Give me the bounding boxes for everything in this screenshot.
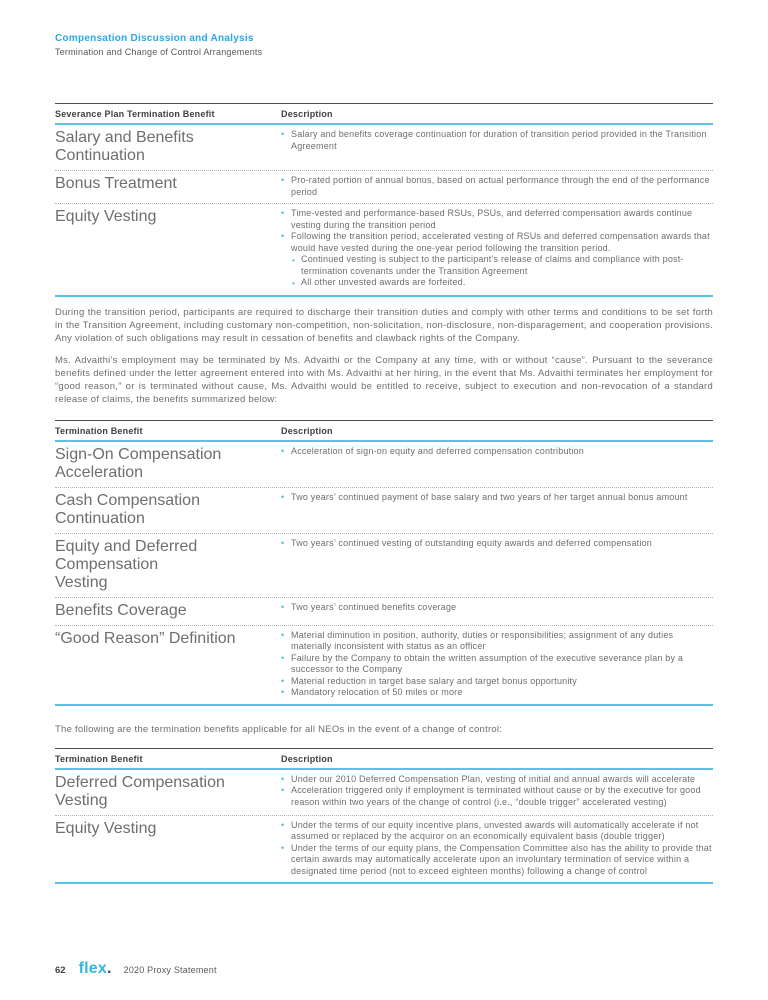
- bullet-item: [281, 231, 713, 254]
- bullet-text: Two years’ continued vesting of outstanding equity awards and deferred compensation: [291, 537, 652, 548]
- description-cell: [281, 442, 713, 463]
- page-footer: [55, 960, 217, 978]
- benefit-line: Vesting: [55, 573, 108, 591]
- column-header: Termination Benefit: [55, 753, 143, 764]
- bullet-icon: •: [281, 687, 285, 697]
- section-title: Compensation Discussion and Analysis: [55, 33, 254, 44]
- flex-logo: [79, 960, 112, 978]
- bullet-icon: •: [281, 773, 285, 784]
- bullet-item: [281, 446, 713, 458]
- bullet-item: [281, 208, 713, 231]
- bullet-icon: •: [281, 208, 285, 218]
- change-of-control-table: [55, 748, 713, 885]
- bullet-item: [281, 785, 713, 808]
- benefit-cell: [55, 770, 281, 815]
- bullet-item: [292, 277, 713, 290]
- benefit-line: Salary and Benefits Continuation: [55, 129, 194, 164]
- bullet-text: Two years’ continued payment of base salary and two years of her target annual bonus amount: [291, 491, 688, 502]
- paragraph: During the transition period, participants are required to discharge their transition duties and comply with other terms and conditions to be set forth in the Transition Agreement, including customary non-competition, non-solicitation, non-disclosure, non-disparagement, and cooperation provisions. Any violation of such obligations may result in cessation of benefits and clawback rights of the Company.: [55, 306, 713, 344]
- benefit-line: Acceleration: [55, 463, 144, 481]
- bullet-icon: •: [281, 652, 285, 663]
- column-header: Description: [281, 109, 333, 119]
- description-cell: [281, 171, 713, 203]
- benefit-line: Equity Vesting: [55, 819, 157, 837]
- table-row: [55, 487, 713, 533]
- page-number: 62: [55, 965, 66, 976]
- table-row: [55, 533, 713, 597]
- table-row: [55, 597, 713, 625]
- table-row: [55, 442, 713, 487]
- benefit-line: Equity Vesting: [55, 208, 157, 225]
- benefit-line: Bonus Treatment: [55, 175, 177, 192]
- bullet-icon: •: [281, 491, 285, 502]
- column-header: Termination Benefit: [55, 425, 143, 436]
- bullet-icon: •: [281, 445, 285, 456]
- bullet-text: Material reduction in target base salary and target bonus opportunity: [291, 675, 577, 686]
- bullet-text: Two years’ continued benefits coverage: [291, 601, 457, 612]
- bullet-icon: •: [281, 537, 285, 548]
- bullet-item: [281, 129, 713, 152]
- column-header: Description: [281, 425, 333, 436]
- bullet-text: Acceleration triggered only if employment is terminated without cause or by the executive for good reason within two years of the change of control (i.e., “double trigger” accelerated vesting): [291, 785, 701, 807]
- description-cell: [281, 204, 713, 295]
- bullet-item: [281, 687, 713, 699]
- bullet-text: Failure by the Company to obtain the written assumption of the executive severance plan by a successor to the Company: [291, 652, 684, 674]
- benefit-line: Equity and Deferred Compensation: [55, 537, 198, 573]
- severance-plan-table: [55, 103, 713, 297]
- column-header: Description: [281, 753, 333, 764]
- bullet-text: Following the transition period, accelerated vesting of RSUs and deferred compensation awards that would have vested during the one-year period following the transition period.: [291, 231, 710, 253]
- description-cell: [281, 488, 713, 509]
- bullet-icon: •: [281, 675, 285, 686]
- table-header-row: [55, 421, 713, 442]
- bullet-item: [281, 175, 713, 198]
- description-cell: [281, 534, 713, 555]
- bullet-text: Material diminution in position, authority, duties or responsibilities; assignment of any duties materially inconsistent with status as an officer: [291, 629, 674, 651]
- bullet-text: Mandatory relocation of 50 miles or more: [291, 687, 463, 697]
- bullet-icon: •: [281, 819, 285, 830]
- bullet-item: [281, 602, 713, 614]
- description-cell: [281, 598, 713, 619]
- benefit-cell: [55, 171, 281, 198]
- bullet-text: Under the terms of our equity incentive plans, unvested awards will automatically accelerate if not assumed or replaced by the acquiror on an economically equivalent basis (double trigger): [291, 819, 699, 841]
- description-cell: [281, 626, 713, 704]
- benefit-line: Cash Compensation Continuation: [55, 491, 200, 527]
- bullet-item: [281, 774, 713, 786]
- document-header: [55, 33, 713, 57]
- bullet-icon: •: [281, 129, 285, 139]
- bullet-text: Acceleration of sign-on equity and deferred compensation contribution: [291, 445, 584, 456]
- bullet-item: [281, 653, 713, 676]
- benefit-cell: [55, 125, 281, 170]
- bullet-icon: •: [281, 601, 285, 612]
- benefit-cell: [55, 626, 281, 653]
- bullet-icon: •: [281, 842, 285, 853]
- benefit-cell: [55, 598, 281, 625]
- benefit-line: Deferred Compensation Vesting: [55, 773, 225, 809]
- column-header: Severance Plan Termination Benefit: [55, 109, 215, 119]
- bullet-icon: •: [292, 279, 296, 288]
- bullet-text: Under our 2010 Deferred Compensation Plan, vesting of initial and annual awards will accelerate: [291, 773, 696, 784]
- table-row: [55, 203, 713, 295]
- section-subtitle: Termination and Change of Control Arrangements: [55, 47, 263, 57]
- benefit-cell: [55, 442, 281, 487]
- bullet-icon: •: [281, 175, 285, 185]
- bullet-text: Time-vested and performance-based RSUs, PSUs, and deferred compensation awards continue vesting during the transition period: [291, 208, 693, 230]
- benefit-cell: [55, 204, 281, 231]
- flex-logo-text: flex: [78, 960, 107, 977]
- bullet-text: Pro-rated portion of annual bonus, based on actual performance through the end of the performance period: [291, 175, 710, 197]
- bullet-item: [281, 492, 713, 504]
- bullet-icon: •: [281, 231, 285, 241]
- benefit-cell: [55, 534, 281, 597]
- footer-statement: 2020 Proxy Statement: [123, 965, 217, 975]
- bullet-icon: •: [281, 785, 285, 795]
- bullet-icon: •: [292, 256, 296, 265]
- termination-benefit-table: [55, 420, 713, 706]
- benefit-cell: [55, 488, 281, 533]
- table-row: [55, 125, 713, 170]
- description-cell: [281, 125, 713, 157]
- table-row: [55, 815, 713, 883]
- bullet-text: Under the terms of our equity plans, the Compensation Committee also has the ability to provide that certain awards may automatically accelerate upon an involuntary termination of service within a designated time period (not to exceed eighteen months) following a change of control: [291, 842, 712, 876]
- paragraph: The following are the termination benefits applicable for all NEOs in the event of a change of control:: [55, 723, 503, 735]
- paragraph: Ms. Advaithi’s employment may be terminated by Ms. Advaithi or the Company at any time, with or without “cause”. Pursuant to the severance benefits defined under the letter agreement entered into with Ms. Advaithi at her hiring, in the event that Ms. Advaithi terminates her employment for “good reason,” or is terminated without cause, Ms. Advaithi would be entitled to receive, subject to execution and non-revocation of a standard release of claims, the benefits summarized below:: [55, 354, 713, 405]
- bullet-text: Salary and benefits coverage continuation for duration of transition period provided in the Transition Agreement: [291, 129, 707, 151]
- bullet-item: [281, 538, 713, 550]
- bullet-item: [292, 254, 713, 277]
- table-header-row: [55, 104, 713, 125]
- table-header-row: [55, 749, 713, 770]
- bullet-item: [281, 843, 713, 878]
- bullet-text: Continued vesting is subject to the participant’s release of claims and compliance with post-termination covenants under the Transition Agreement: [301, 254, 684, 276]
- benefit-cell: [55, 816, 281, 843]
- description-cell: [281, 816, 713, 883]
- bullet-icon: •: [281, 629, 285, 640]
- table-row: [55, 625, 713, 704]
- table-row: [55, 170, 713, 203]
- bullet-item: [281, 630, 713, 653]
- table-row: [55, 770, 713, 815]
- bullet-item: [281, 676, 713, 688]
- flex-logo-dot: .: [106, 960, 112, 977]
- description-cell: [281, 770, 713, 814]
- bullet-text: All other unvested awards are forfeited.: [301, 277, 466, 287]
- benefit-line: Benefits Coverage: [55, 601, 187, 619]
- bullet-item: [281, 820, 713, 843]
- benefit-line: “Good Reason” Definition: [55, 629, 236, 647]
- benefit-line: Sign-On Compensation: [55, 445, 222, 463]
